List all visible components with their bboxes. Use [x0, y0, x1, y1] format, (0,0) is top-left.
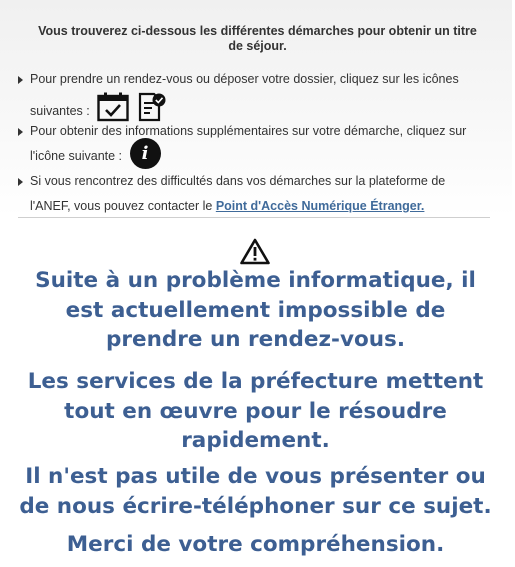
alert-line-no-contact: Il n'est pas utile de vous présenter ou de nous écrire-téléphoner sur ce sujet. [19, 464, 492, 519]
alert-line-outage: Suite à un problème informatique, il est actuellement impossible de prendre un rendez-vous. [35, 268, 476, 352]
instructions-list [18, 67, 488, 219]
alert-line-thanks: Merci de votre compréhension. [66, 532, 445, 557]
bullet-contact-text: Si vous rencontrez des difficultés dans vos démarches sur la plateforme de l'ANEF, vous pouvez contacter le [30, 174, 446, 213]
info-panel [0, 0, 512, 216]
pane-link[interactable]: Point d'Accès Numérique Étranger. [215, 199, 425, 213]
bullet-arrow-icon [18, 178, 23, 186]
divider [18, 217, 490, 218]
bullet-arrow-icon [18, 128, 23, 136]
info-icon[interactable]: i [130, 138, 161, 169]
intro-text: Vous trouverez ci-dessous les différentes démarches pour obtenir un titre de séjour. [38, 24, 477, 53]
bullet-contact [18, 169, 488, 219]
bullet-appointment [18, 67, 488, 119]
bullet-info [18, 119, 488, 169]
alert-line-services: Les services de la préfecture mettent tout en œuvre pour le résoudre rapidement. [27, 369, 484, 453]
bullet-info-text: Pour obtenir des informations supplémentaires sur votre démarche, cliquez sur l'icône suivante : [30, 124, 467, 163]
bullet-arrow-icon [18, 76, 23, 84]
bullet-appointment-text: Pour prendre un rendez-vous ou déposer votre dossier, cliquez sur les icônes suivantes : [30, 72, 459, 118]
